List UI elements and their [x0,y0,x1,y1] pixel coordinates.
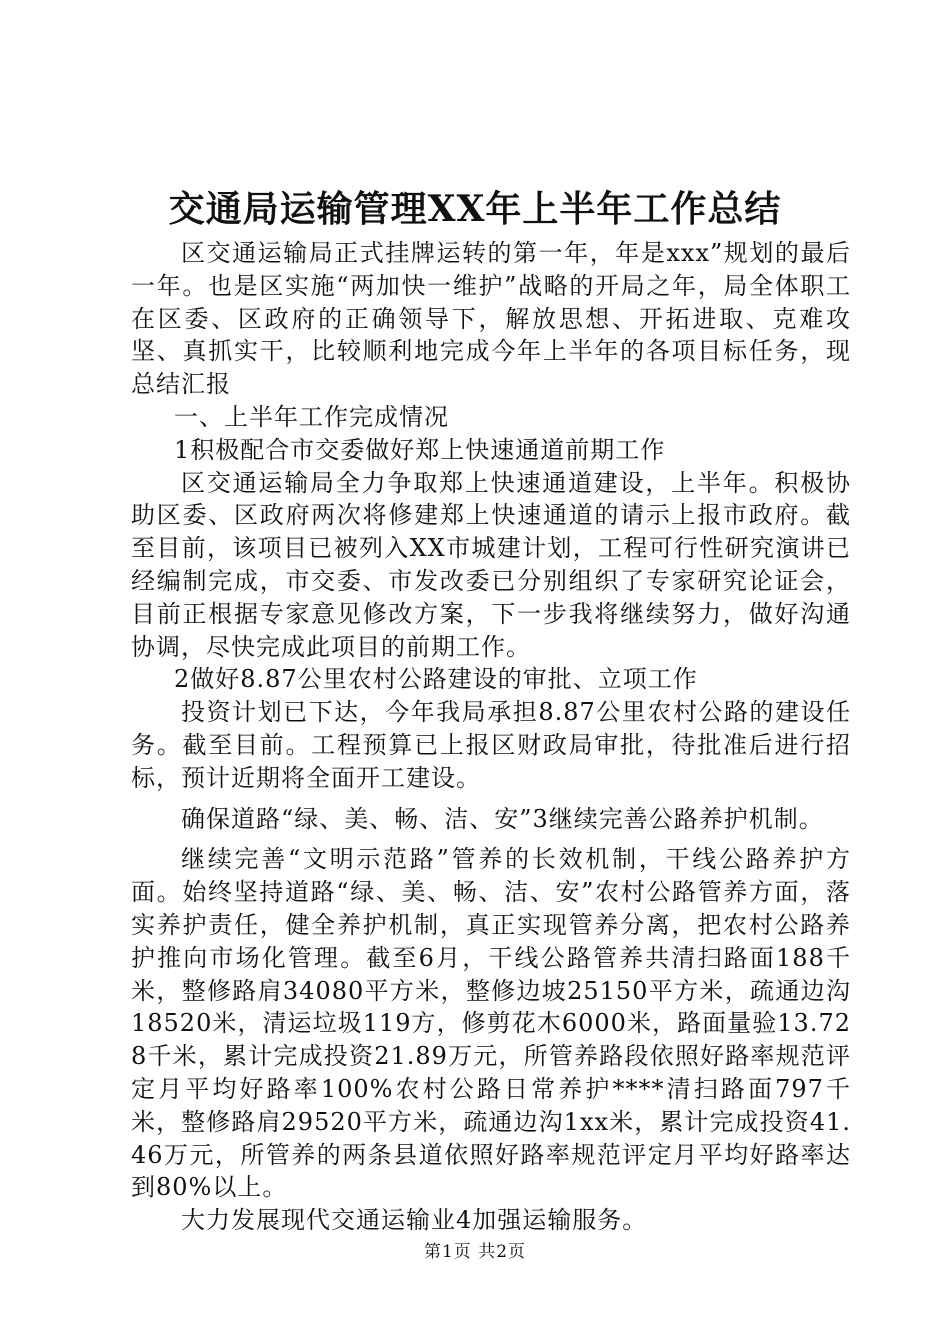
section-heading-1: 一、上半年工作完成情况 [174,402,449,431]
page-footer: 第1页 共2页 [423,1242,527,1262]
document-body [131,237,851,1237]
maintenance-paragraph: 继续完善“文明示范路”管养的长效机制，干线公路养护方面。始终坚持道路“绿、美、畅、洁、安”农村公路管养方面，落实养护责任，健全养护机制，真正实现管养分离，把农村公路养护推向市场化管理。截至6月，干线公路管养共清扫路面188千米，整修路肩34080平方米，整修边坡25150平方米，疏通边沟18520米，清运垃圾119方，修剪花木6000米，路面量验13.728千米，累计完成投资21.89万元，所管养路段依照好路率规范评定月平均好路率100%农村公路日常养护****清扫路面797千米，整修路肩29520平方米，疏通边沟1xx米，累计完成投资41.46万元，所管养的两条县道依照好路率规范评定月平均好路率达到80%以上。 [131,845,851,1202]
subsection-heading-3: 确保道路“绿、美、畅、洁、安”3继续完善公路养护机制。 [181,804,824,833]
expressway-paragraph: 区交通运输局全力争取郑上快速通道建设，上半年。积极协助区委、区政府两次将修建郑上快速通道的请示上报市政府。截至目前，该项目已被列入XX市城建计划，工程可行性研究演讲已经编制完成，市交委、市发改委已分别组织了专家研究论证会，目前正根据专家意见修改方案，下一步我将继续努力，做好沟通协调，尽快完成此项目的前期工作。 [131,468,851,661]
transport-service-paragraph: 大力发展现代交通运输业4加强运输服务。 [181,1206,648,1235]
intro-paragraph: 区交通运输局正式挂牌运转的第一年，年是xxx”规划的最后一年。也是区实施“两加快一维护”战略的开局之年，局全体职工在区委、区政府的正确领导下，解放思想、开拓进取、克难攻坚、真抓实干，比较顺利地完成今年上半年的各项目标任务，现总结汇报 [131,239,851,399]
subsection-heading-1: 1积极配合市交委做好郑上快速通道前期工作 [174,435,666,464]
document-title: 交通局运输管理XX年上半年工作总结 [168,188,782,230]
subsection-heading-2: 2做好8.87公里农村公路建设的审批、立项工作 [174,665,698,694]
rural-road-paragraph: 投资计划已下达，今年我局承担8.87公里农村公路的建设任务。截至目前。工程预算已上报区财政局审批，待批准后进行招标，预计近期将全面开工建设。 [131,698,851,792]
